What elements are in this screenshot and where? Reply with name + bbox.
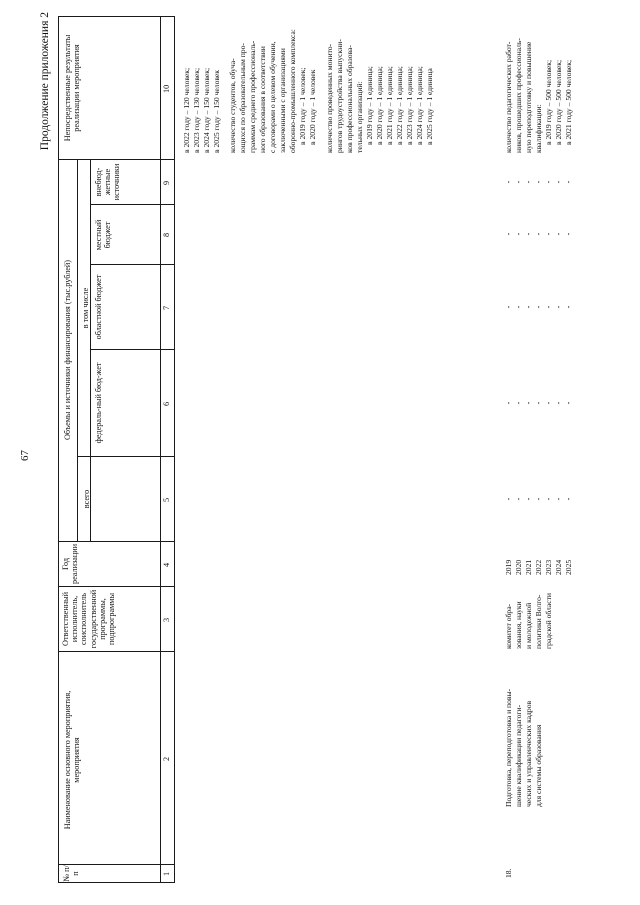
result-line: заключенными с организациями [278, 48, 287, 153]
result-line: квалификации: [534, 104, 543, 153]
header-year: Год реализации [61, 544, 80, 585]
row-year: 2022 [534, 559, 543, 575]
dash-cell: - [514, 401, 523, 405]
row-year: 2023 [544, 559, 553, 575]
result-line: в 2021 году – 1 единица; [385, 66, 394, 145]
dash-cell: - [534, 401, 543, 405]
result-line: в 2025 году – 1 единица [425, 68, 434, 145]
dash-cell: - [564, 305, 573, 309]
row-executor-line: градской области [544, 593, 553, 649]
header-incl: в том числе [81, 287, 90, 329]
col-number: 8 [162, 232, 171, 237]
dash-cell: - [564, 180, 573, 184]
dash-cell: - [534, 180, 543, 184]
result-line: в 2024 году – 1 единица; [415, 66, 424, 145]
result-line: в 2023 году – 1 единица; [405, 66, 414, 145]
col-number: 2 [162, 756, 171, 761]
result-line: в 2020 году – 1 человек [308, 69, 317, 145]
result-line: граммам среднего профессиональ- [248, 40, 257, 153]
dash-cell: - [524, 232, 533, 236]
dash-cell: - [504, 180, 513, 184]
result-line: в 2023 году – 130 человек; [192, 67, 201, 153]
header-name: Наименование основного мероприятия, мероприятия [63, 690, 82, 830]
col-number: 4 [162, 562, 171, 567]
dash-cell: - [544, 401, 553, 405]
dash-cell: - [554, 305, 563, 309]
header-results: Непосредственные результаты реализации мероприятия [63, 34, 82, 142]
header-funding: Объемы и источники финансирования (тыс.рублей) [63, 259, 72, 441]
header-num: № п/п [62, 865, 81, 882]
dash-cell: - [534, 232, 543, 236]
row-executor-line: политики Волго- [534, 594, 543, 649]
result-line: в 2020 году – 1 единица; [375, 66, 384, 145]
row-year: 2025 [564, 559, 573, 575]
dash-cell: - [534, 497, 543, 501]
continuation-title: Продолжение приложения 2 [39, 12, 51, 151]
dash-cell: - [524, 180, 533, 184]
dash-cell: - [514, 497, 523, 501]
row-executor-line: комитет обра- [504, 603, 513, 649]
row-year: 2020 [514, 559, 523, 575]
dash-cell: - [524, 497, 533, 501]
col-number: 6 [162, 401, 171, 406]
col-number: 3 [162, 617, 171, 622]
result-line: в 2024 году – 150 человек; [202, 67, 211, 153]
dash-cell: - [504, 232, 513, 236]
result-line: в 2019 году – 500 человек; [544, 59, 553, 145]
dash-cell: - [504, 497, 513, 501]
row-number: 18. [504, 868, 513, 878]
dash-cell: - [564, 401, 573, 405]
dash-cell: - [524, 401, 533, 405]
row-name-line: ческих и управленческих кадров [524, 700, 533, 807]
header-executor: Ответственный исполнитель, соисполнитель государственной программы, подпрограммы [61, 589, 116, 649]
dash-cell: - [564, 232, 573, 236]
header-total: всего [82, 489, 91, 509]
dash-cell: - [504, 305, 513, 309]
row-executor-line: зования, науки [514, 601, 523, 649]
result-line: в 2019 году – 1 единица; [365, 66, 374, 145]
page-number: 67 [19, 450, 31, 461]
row-executor-line: и молодежной [524, 602, 533, 649]
result-line: в 2025 году – 150 человек [212, 70, 221, 153]
dash-cell: - [504, 401, 513, 405]
dash-cell: - [554, 180, 563, 184]
result-line: в 2022 году – 1 единица; [395, 66, 404, 145]
dash-cell: - [554, 232, 563, 236]
dash-cell: - [544, 232, 553, 236]
dash-cell: - [514, 305, 523, 309]
dash-cell: - [554, 401, 563, 405]
result-line: количество проведенных монито- [325, 43, 334, 153]
result-line: тельных организаций: [355, 81, 364, 153]
col-number: 1 [162, 871, 171, 876]
dash-cell: - [544, 497, 553, 501]
header-regional: областной бюджет [94, 274, 103, 340]
result-line: ков профессиональных образова- [345, 45, 354, 153]
dash-cell: - [514, 232, 523, 236]
result-line: в 2020 году – 500 человек; [554, 59, 563, 145]
result-line: количество студентов, обуча- [228, 58, 237, 153]
result-line: в 2022 году – 120 человек; [182, 67, 191, 153]
header-federal: федераль-ный бюд-жет [94, 362, 103, 444]
dash-cell: - [564, 497, 573, 501]
row-year: 2019 [504, 559, 513, 575]
result-line: в 2021 году – 500 человек; [564, 59, 573, 145]
result-line: ную переподготовку и повышение [524, 41, 533, 153]
row-year: 2024 [554, 559, 563, 575]
dash-cell: - [524, 305, 533, 309]
row-name-line: для системы образования [534, 724, 543, 807]
col-number: 10 [162, 84, 171, 93]
result-line: с договорами о целевом обучении, [268, 41, 277, 153]
result-line: оборонно-промышленного комплекса: [288, 29, 297, 153]
dash-cell: - [514, 180, 523, 184]
dash-cell: - [534, 305, 543, 309]
result-line: рингов трудоустройства выпускни- [335, 39, 344, 153]
col-number: 5 [162, 497, 171, 502]
row-name-line: шение квалификации педагоги- [514, 704, 523, 807]
result-line: ющихся по образовательным про- [238, 43, 247, 153]
header-local: местный бюджет [94, 219, 113, 251]
result-line: ного образования в соответствии [258, 46, 267, 153]
col-number: 7 [162, 305, 171, 310]
row-year: 2021 [524, 559, 533, 575]
result-line: количество педагогических работ- [504, 41, 513, 153]
col-number: 9 [162, 180, 171, 185]
row-name-line: Подготовка, переподготовка и повы- [504, 688, 513, 807]
result-line: в 2019 году – 1 человек; [298, 67, 307, 145]
dash-cell: - [544, 305, 553, 309]
dash-cell: - [544, 180, 553, 184]
result-line: ников, прошедших профессиональ- [514, 38, 523, 153]
dash-cell: - [554, 497, 563, 501]
header-extrabudget: внебюд-жетные источники [94, 163, 122, 201]
